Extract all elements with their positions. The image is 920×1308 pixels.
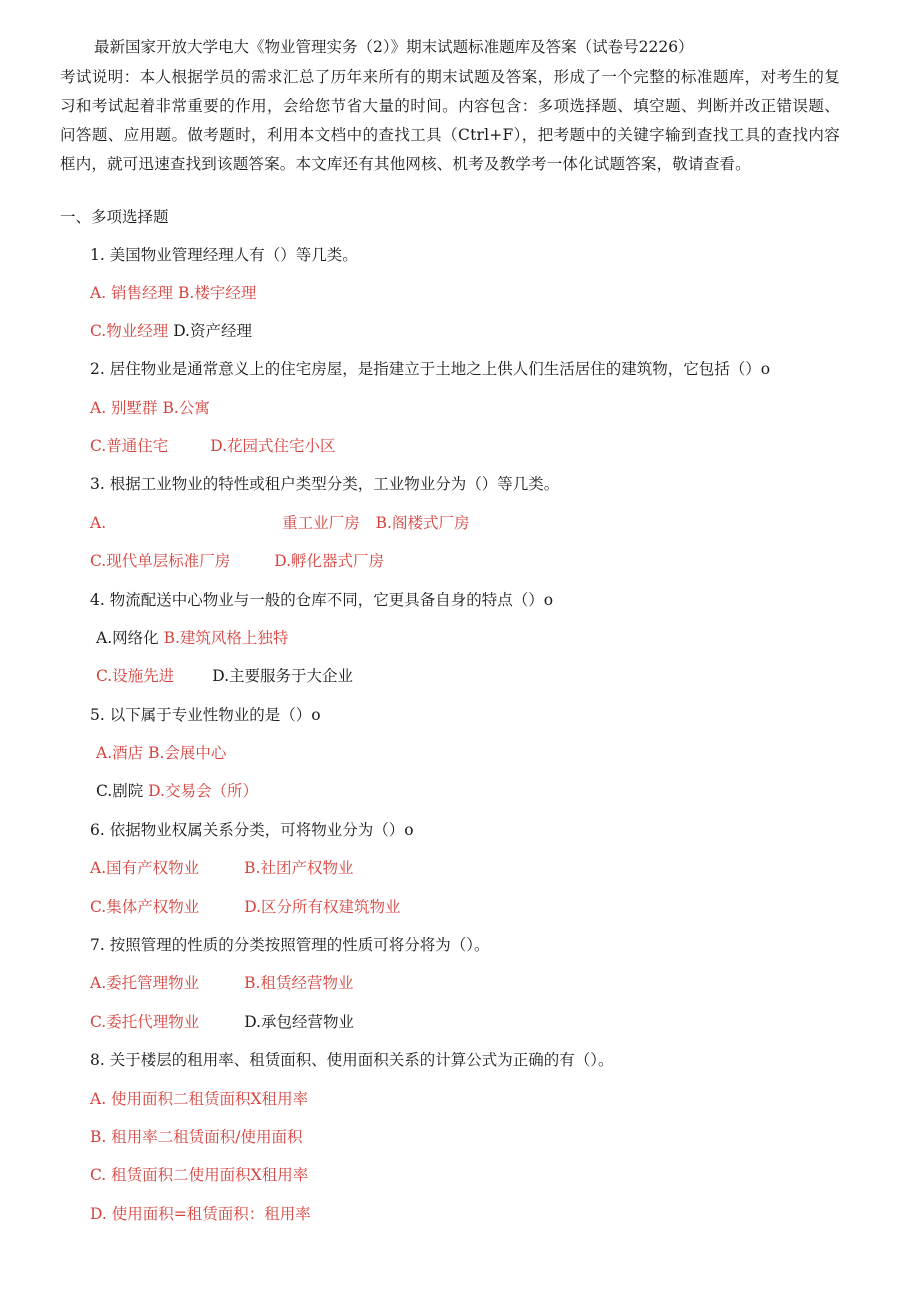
question-4-stem: 4. 物流配送中心物业与一般的仓库不同，它更具备自身的特点（）o bbox=[90, 591, 554, 609]
question-8-stem: 8. 关于楼层的租用率、租赁面积、使用面积关系的计算公式为正确的有（）。 bbox=[90, 1051, 614, 1069]
question-5-stem: 5. 以下属于专业性物业的是（）o bbox=[90, 706, 321, 724]
exam-instructions: 考试说明：本人根据学员的需求汇总了历年来所有的期末试题及答案，形成了一个完整的标准题库，对考生的复习和考试起着非常重要的作用，会给您节省大量的时间。内容包含：多项选择题、填空题、判断并改正错误题、问答题、应用题。做考题时，利用本文档中的查找工具（Ctrl+F），把考题中的关键字输到查找工具的查找内容框内，就可迅速查找到该题答案。本文库还有其他网核、机考及教学考一体化试题答案，敬请查看。 bbox=[60, 68, 840, 173]
question-1-options-row-2 bbox=[90, 320, 252, 342]
question-2-options-row-1 bbox=[90, 397, 210, 419]
option-a: A. 使用面积二租赁面积X租用率 bbox=[90, 1090, 309, 1108]
option-c: C.集体产权物业 bbox=[90, 898, 200, 916]
option-c: C.物业经理 bbox=[90, 322, 169, 340]
option-a-text: 重工业厂房 bbox=[282, 514, 360, 532]
option-b: B.租赁经营物业 bbox=[244, 974, 354, 992]
option-b: B.建筑风格上独特 bbox=[163, 629, 289, 647]
option-c: C.剧院 bbox=[96, 782, 144, 800]
question-6-options-row-2 bbox=[90, 896, 401, 918]
question-7-stem: 7. 按照管理的性质的分类按照管理的性质可将分将为（）。 bbox=[90, 936, 490, 954]
option-b: B.楼宇经理 bbox=[178, 284, 257, 302]
option-c: C. 租赁面积二使用面积X租用率 bbox=[90, 1166, 309, 1184]
option-d: D.区分所有权建筑物业 bbox=[244, 898, 401, 916]
option-d: D.交易会（所） bbox=[148, 782, 258, 800]
option-d: D.主要服务于大企业 bbox=[212, 667, 354, 685]
question-1-options-row-1 bbox=[90, 282, 256, 304]
option-d: D.花园式住宅小区 bbox=[210, 437, 336, 455]
question-6-stem: 6. 依据物业权属关系分类，可将物业分为（）o bbox=[90, 821, 414, 839]
question-5-options-row-2 bbox=[96, 780, 258, 802]
option-d: D. 使用面积=租赁面积：租用率 bbox=[90, 1205, 311, 1223]
document-title: 最新国家开放大学电大《物业管理实务（2）》期末试题标准题库及答案（试卷号2226） bbox=[94, 38, 694, 56]
option-c: C.现代单层标准厂房 bbox=[90, 552, 231, 570]
question-5-options-row-1 bbox=[96, 742, 226, 764]
option-b: B.会展中心 bbox=[148, 744, 227, 762]
question-1-stem: 1. 美国物业管理经理人有（）等几类。 bbox=[90, 246, 358, 264]
option-b: B.阁楼式厂房 bbox=[375, 514, 470, 532]
question-2-options-row-2 bbox=[90, 435, 336, 457]
option-d: D.孵化器式厂房 bbox=[274, 552, 385, 570]
option-a: A.国有产权物业 bbox=[90, 859, 200, 877]
question-3-options-row-2 bbox=[90, 550, 384, 572]
question-7-options-row-2 bbox=[90, 1011, 354, 1033]
option-d: D.承包经营物业 bbox=[244, 1013, 355, 1031]
option-b: B. 租用率二租赁面积/使用面积 bbox=[90, 1128, 303, 1146]
option-c: C.普通住宅 bbox=[90, 437, 169, 455]
option-a: A.网络化 bbox=[96, 629, 159, 647]
option-a: A. 销售经理 bbox=[90, 284, 174, 302]
option-a: A. 别墅群 bbox=[90, 399, 158, 417]
question-6-options-row-1 bbox=[90, 857, 353, 879]
option-d: D.资产经理 bbox=[173, 322, 252, 340]
question-4-options-row-2 bbox=[96, 665, 353, 687]
option-b: B.公寓 bbox=[162, 399, 210, 417]
option-b: B.社团产权物业 bbox=[244, 859, 354, 877]
question-4-options-row-1 bbox=[96, 627, 288, 649]
option-c: C.委托代理物业 bbox=[90, 1013, 200, 1031]
question-3-stem: 3. 根据工业物业的特性或租户类型分类，工业物业分为（）等几类。 bbox=[90, 475, 560, 493]
option-a: A.委托管理物业 bbox=[90, 974, 200, 992]
question-7-options-row-1 bbox=[90, 972, 353, 994]
question-3-options-row-1 bbox=[90, 512, 469, 534]
option-a: A. bbox=[90, 514, 107, 532]
question-2-stem: 2. 居住物业是通常意义上的住宅房屋，是指建立于土地之上供人们生活居住的建筑物，它包括（）o bbox=[90, 360, 771, 378]
option-a: A.酒店 bbox=[96, 744, 144, 762]
section-heading: 一、多项选择题 bbox=[60, 208, 169, 226]
option-c: C.设施先进 bbox=[96, 667, 175, 685]
